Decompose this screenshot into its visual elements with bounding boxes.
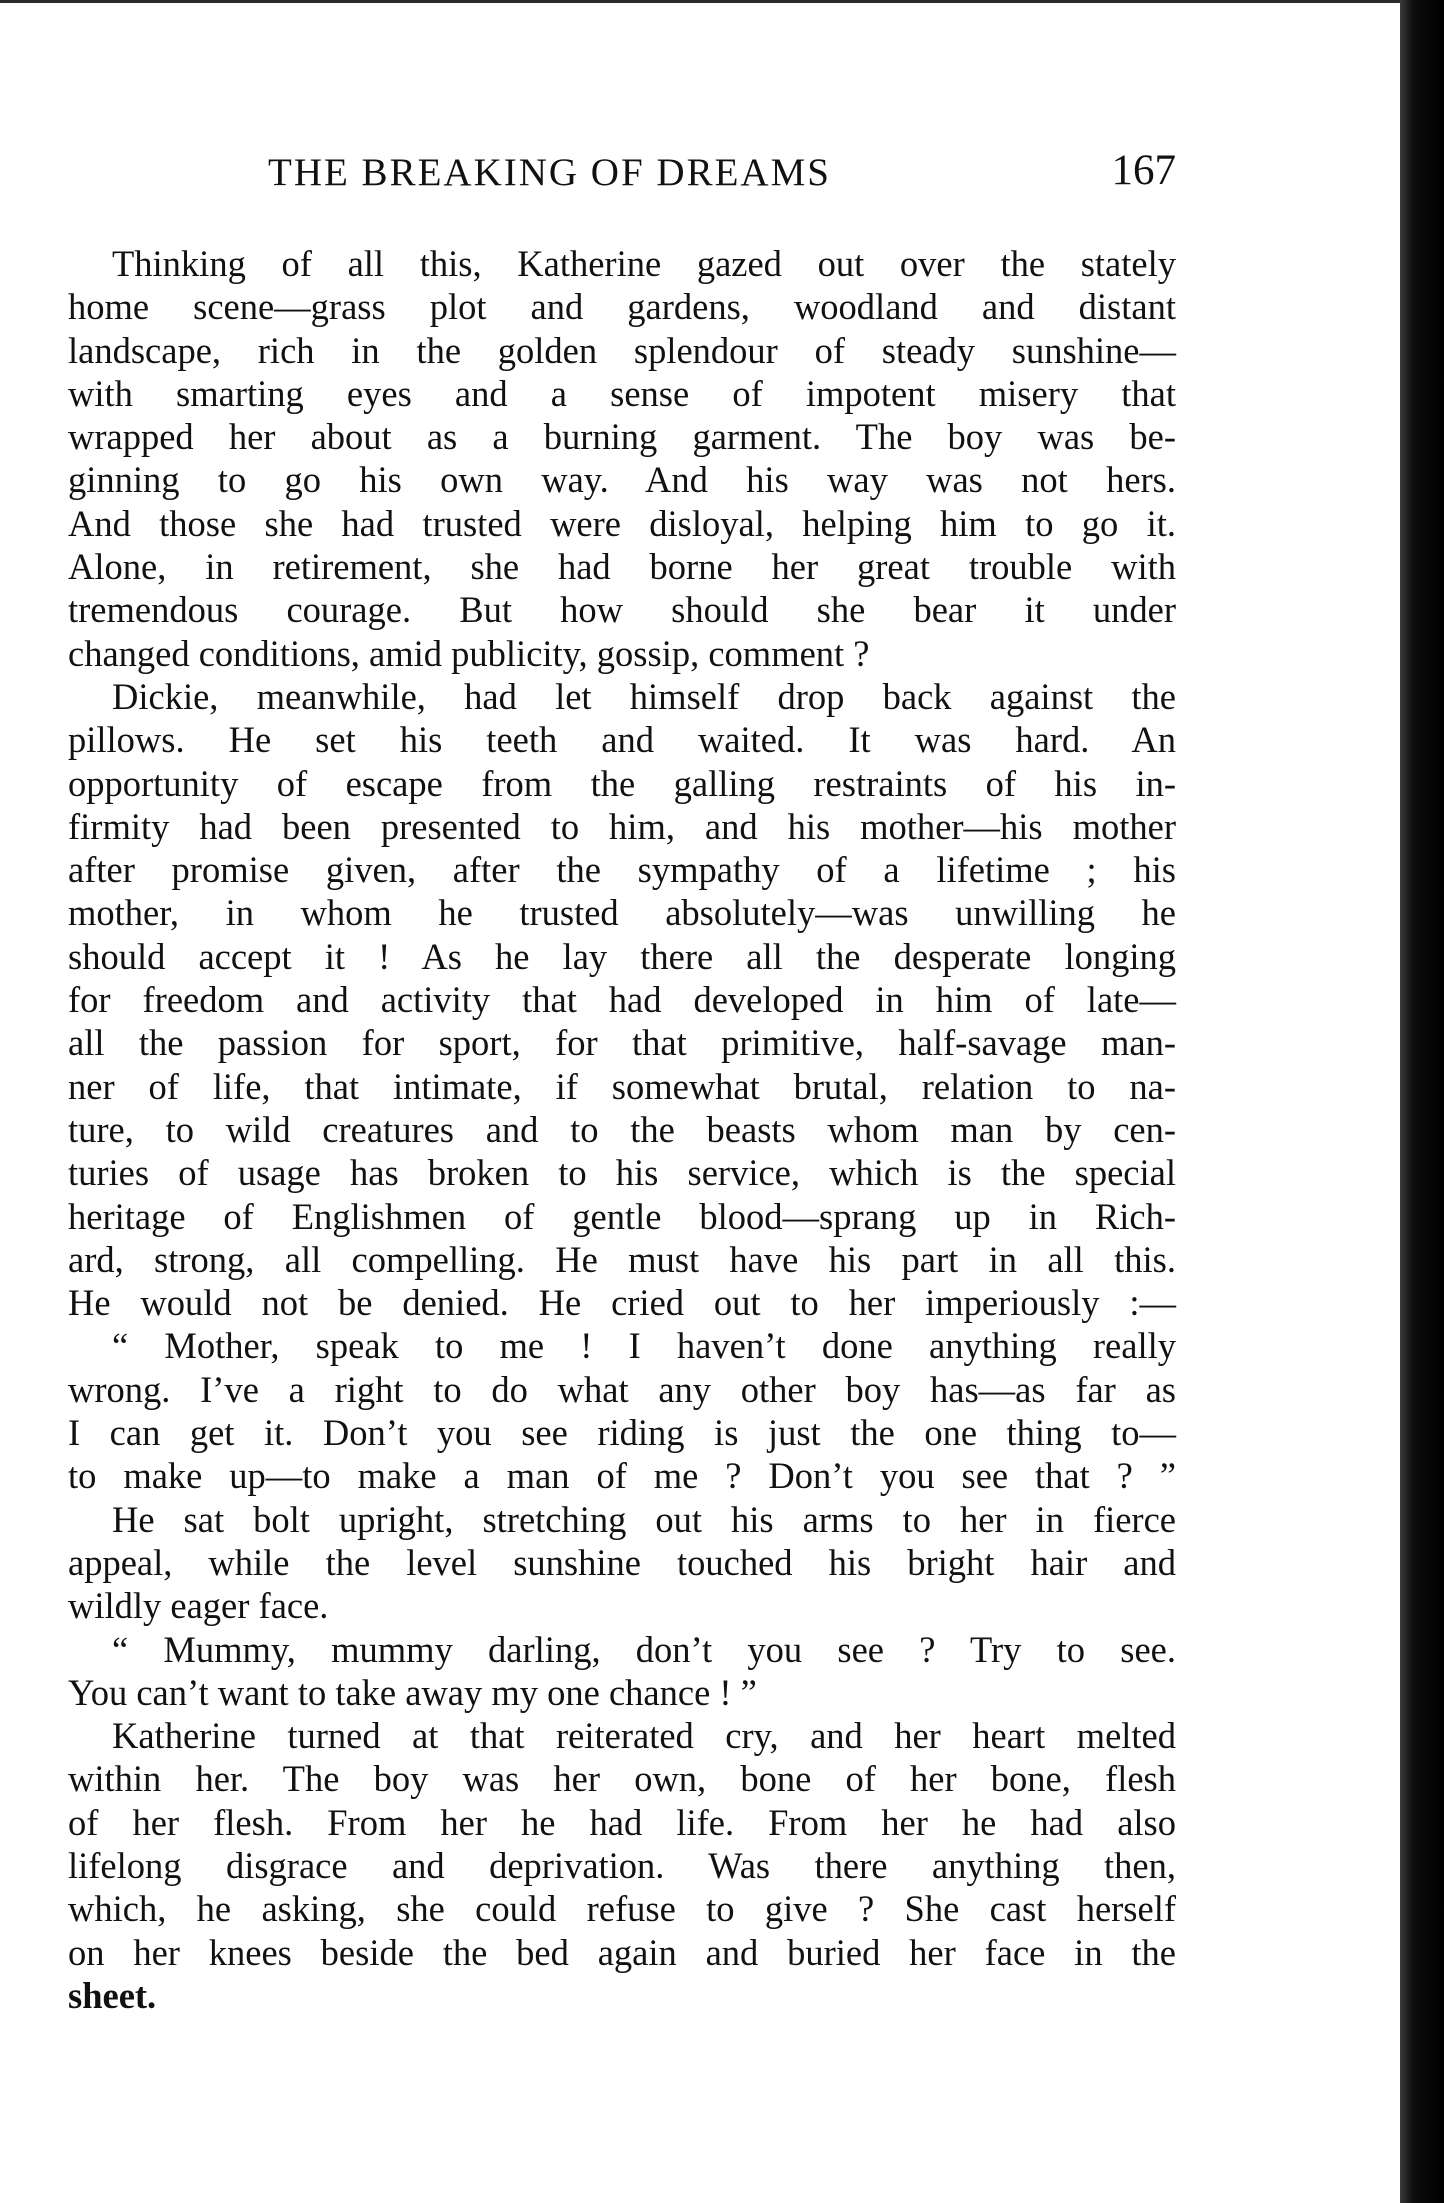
text-line: all the passion for sport, for that primitive, half-savage man- — [68, 1022, 1176, 1064]
text-line: wrong. I’ve a right to do what any other boy has—as far as — [68, 1368, 1176, 1410]
body-text — [68, 242, 1176, 2017]
page-number: 167 — [1111, 147, 1176, 194]
text-line: landscape, rich in the golden splendour of steady sunshine— — [68, 329, 1176, 371]
text-line: Thinking of all this, Katherine gazed out over the stately — [112, 243, 1176, 284]
text-line: Katherine turned at that reiterated cry, and her heart melted — [112, 1715, 1176, 1757]
text-line: You can’t want to take away my one chance ! ” — [68, 1671, 757, 1713]
text-line: sheet. — [68, 1974, 157, 2016]
text-line: ard, strong, all compelling. He must have his part in all this. — [68, 1238, 1176, 1280]
text-line: changed conditions, amid publicity, gossip, comment ? — [68, 632, 870, 674]
text-line: lifelong disgrace and deprivation. Was there anything then, — [68, 1844, 1176, 1886]
text-line: ture, to wild creatures and to the beasts whom man by cen- — [68, 1108, 1176, 1150]
text-line: pillows. He set his teeth and waited. It was hard. An — [68, 719, 1176, 761]
scan-binding-edge — [1400, 0, 1444, 2203]
text-line: of her flesh. From her he had life. From her he had also — [68, 1801, 1176, 1843]
text-line: home scene—grass plot and gardens, woodland and distant — [68, 286, 1176, 328]
text-line: I can get it. Don’t you see riding is just the one thing to— — [68, 1412, 1176, 1454]
text-line: tremendous courage. But how should she bear it under — [68, 589, 1176, 631]
book-page — [68, 147, 1176, 2017]
paragraph-2 — [68, 675, 1176, 1324]
text-line: after promise given, after the sympathy of a lifetime ; his — [68, 849, 1176, 891]
text-line: within her. The boy was her own, bone of her bone, flesh — [68, 1758, 1176, 1800]
paragraph-3 — [68, 1324, 1176, 1497]
text-line: heritage of Englishmen of gentle blood—sprang up in Rich- — [68, 1195, 1176, 1237]
text-line: “ Mother, speak to me ! I haven’t done anything really — [112, 1325, 1176, 1367]
running-title: THE BREAKING OF DREAMS — [268, 151, 831, 194]
text-line: He would not be denied. He cried out to her imperiously :— — [68, 1282, 1176, 1324]
paragraph-6 — [68, 1714, 1176, 2017]
text-line: turies of usage has broken to his service, which is the special — [68, 1152, 1176, 1194]
paragraph-1 — [68, 242, 1176, 675]
text-line: appeal, while the level sunshine touched his bright hair and — [68, 1541, 1176, 1583]
text-line: on her knees beside the bed again and buried her face in the — [68, 1931, 1176, 1973]
text-line: He sat bolt upright, stretching out his arms to her in fierce — [112, 1498, 1176, 1540]
text-line: for freedom and activity that had developed in him of late— — [68, 979, 1176, 1021]
text-line: ner of life, that intimate, if somewhat brutal, relation to na- — [68, 1065, 1176, 1107]
text-line: with smarting eyes and a sense of impotent misery that — [68, 372, 1176, 414]
text-line: opportunity of escape from the galling restraints of his in- — [68, 762, 1176, 804]
text-line: which, he asking, she could refuse to give ? She cast herself — [68, 1888, 1176, 1930]
text-line: to make up—to make a man of me ? Don’t you see that ? ” — [68, 1455, 1176, 1497]
running-header — [68, 147, 1176, 202]
text-line: ginning to go his own way. And his way was not hers. — [68, 459, 1176, 501]
text-line: wildly eager face. — [68, 1585, 329, 1627]
text-line: wrapped her about as a burning garment. The boy was be- — [68, 416, 1176, 458]
text-line: “ Mummy, mummy darling, don’t you see ? Try to see. — [112, 1628, 1176, 1670]
text-line: should accept it ! As he lay there all the desperate longing — [68, 935, 1176, 977]
paragraph-4 — [68, 1498, 1176, 1628]
text-line: mother, in whom he trusted absolutely—was unwilling he — [68, 892, 1176, 934]
paragraph-5 — [68, 1628, 1176, 1715]
text-line: Alone, in retirement, she had borne her great trouble with — [68, 546, 1176, 588]
page-top-edge — [0, 0, 1400, 3]
text-line: And those she had trusted were disloyal, helping him to go it. — [68, 502, 1176, 544]
text-line: firmity had been presented to him, and his mother—his mother — [68, 805, 1176, 847]
text-line: Dickie, meanwhile, had let himself drop back against the — [112, 675, 1176, 717]
